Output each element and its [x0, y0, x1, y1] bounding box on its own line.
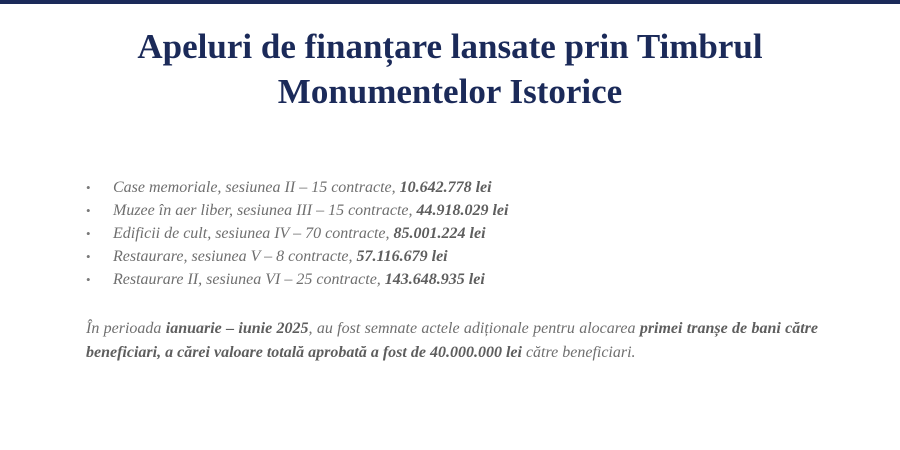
para-period: ianuarie – iunie 2025	[165, 320, 309, 337]
page-title	[0, 24, 900, 114]
list-item	[86, 268, 806, 291]
bullet-icon: •	[86, 203, 91, 218]
item-amount: 10.642.778 lei	[399, 179, 492, 196]
title-line-1: Apeluri de finanțare lansate prin Timbrul	[137, 27, 763, 66]
bullet-icon: •	[86, 180, 91, 195]
bullet-icon: •	[86, 249, 91, 264]
para-text-1: În perioada	[86, 320, 166, 337]
list-item	[86, 222, 806, 245]
para-tranche: primei tranșe de bani către beneficiari, a cărei valoare totală aprobată a fost de 40.000.000 lei	[86, 320, 818, 361]
item-amount: 57.116.679 lei	[356, 248, 448, 265]
item-text: Muzee în aer liber, sesiunea III – 15 contracte,	[113, 202, 417, 219]
title-line-2: Monumentelor Istorice	[277, 72, 623, 111]
item-amount: 44.918.029 lei	[416, 202, 509, 219]
list-item	[86, 245, 806, 268]
para-text-2: , au fost semnate actele adiționale pentru alocarea	[308, 320, 640, 337]
item-amount: 143.648.935 lei	[384, 271, 485, 288]
item-amount: 85.001.224 lei	[393, 225, 486, 242]
bullet-icon: •	[86, 272, 91, 287]
list-item	[86, 176, 806, 199]
funding-calls-list	[86, 176, 806, 291]
item-text: Restaurare II, sesiunea VI – 25 contracte,	[113, 271, 385, 288]
item-text: Edificii de cult, sesiunea IV – 70 contracte,	[113, 225, 394, 242]
top-accent-bar	[0, 0, 900, 4]
list-item	[86, 199, 806, 222]
para-text-3: către beneficiari.	[521, 343, 636, 361]
summary-paragraph	[86, 317, 818, 364]
item-text: Case memoriale, sesiunea II – 15 contracte,	[113, 179, 400, 196]
bullet-icon: •	[86, 226, 91, 241]
item-text: Restaurare, sesiunea V – 8 contracte,	[113, 248, 357, 265]
